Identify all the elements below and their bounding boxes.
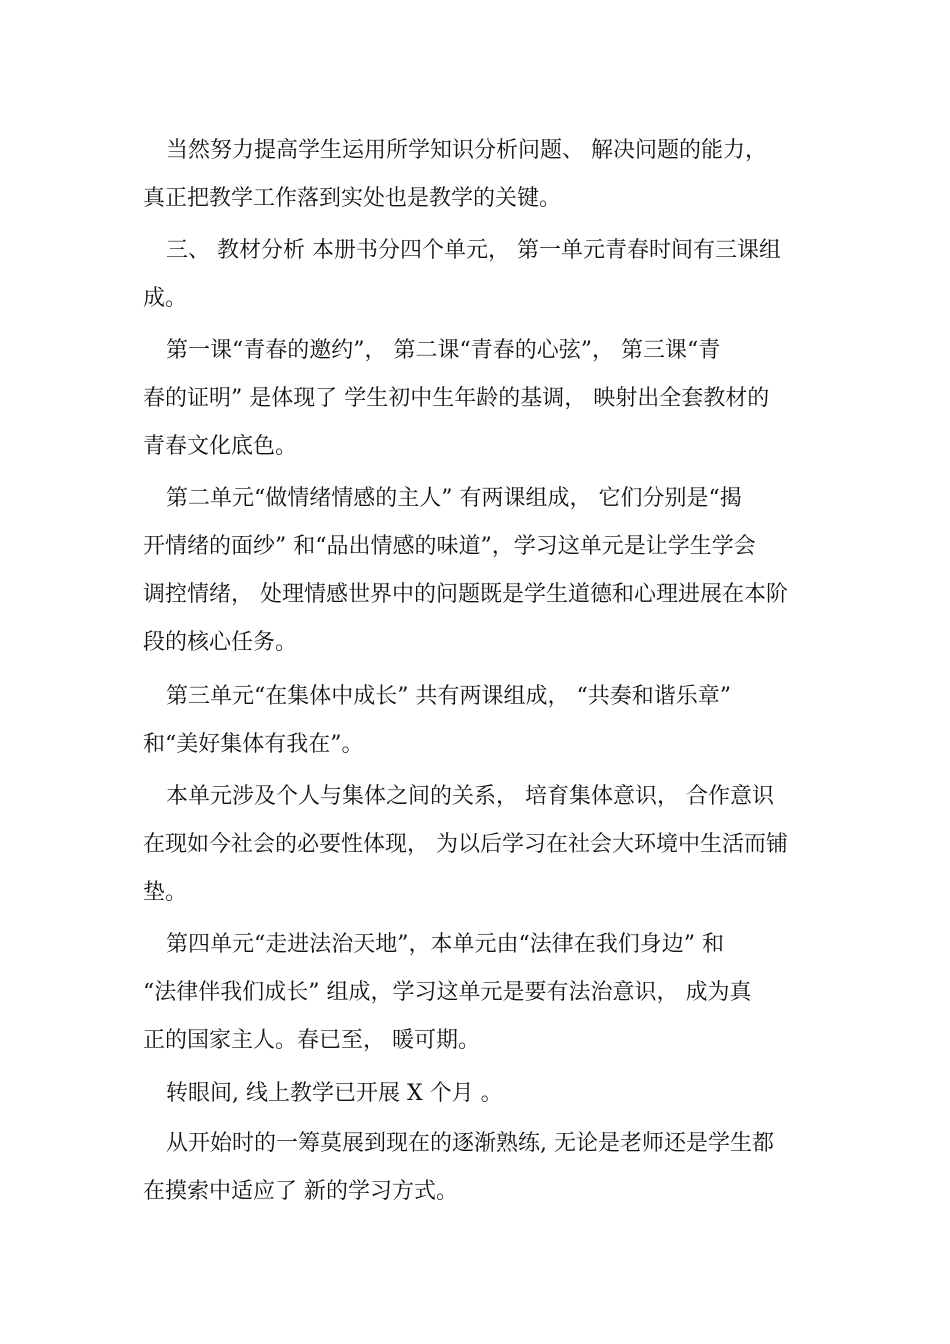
text-line: 真正把教学工作落到实处也是教学的关键。 xyxy=(143,186,562,211)
text-line: 春的证明” 是体现了 学生初中生年龄的基调， 映射出全套教材的 xyxy=(143,386,770,411)
text-line: 和“美好集体有我在”。 xyxy=(143,732,364,757)
text-line: 开情绪的面纱” 和“品出情感的味道”，学习这单元是让学生学会 xyxy=(143,534,756,559)
text-line: 成。 xyxy=(143,286,188,311)
text-line: “法律伴我们成长” 组成，学习这单元是要有法治意识， 成为真 xyxy=(143,980,752,1005)
text-line: 本单元涉及个人与集体之间的关系， 培育集体意识， 合作意识 xyxy=(166,784,774,809)
text-line: 转眼间, 线上教学已开展 X 个月 。 xyxy=(166,1081,503,1106)
text-line: 第四单元“走进法治天地”，本单元由“法律在我们身边” 和 xyxy=(166,932,724,957)
text-line: 青春文化底色。 xyxy=(143,434,298,459)
text-line: 段的核心任务。 xyxy=(143,630,298,655)
text-line: 第三单元“在集体中成长” 共有两课组成， “共奏和谐乐章” xyxy=(166,684,731,709)
text-line: 调控情绪， 处理情感世界中的问题既是学生道德和心理进展在本阶 xyxy=(143,582,788,607)
text-line: 垫。 xyxy=(143,880,188,905)
text-line: 第二单元“做情绪情感的主人” 有两课组成， 它们分别是“揭 xyxy=(166,486,742,511)
text-line: 第一课“青春的邀约”， 第二课“青春的心弦”， 第三课“青 xyxy=(166,338,721,363)
text-line: 当然努力提高学生运用所学知识分析问题、 解决问题的能力， xyxy=(166,138,767,163)
text-line: 正的国家主人。春已至， 暖可期。 xyxy=(143,1028,480,1053)
text-line: 在摸索中适应了 新的学习方式。 xyxy=(143,1179,458,1204)
text-line: 三、 教材分析 本册书分四个单元， 第一单元青春时间有三课组 xyxy=(166,238,781,263)
text-line: 在现如今社会的必要性体现， 为以后学习在社会大环境中生活而铺 xyxy=(143,832,788,857)
text-line: 从开始时的一筹莫展到现在的逐渐熟练, 无论是老师还是学生都 xyxy=(166,1131,774,1156)
